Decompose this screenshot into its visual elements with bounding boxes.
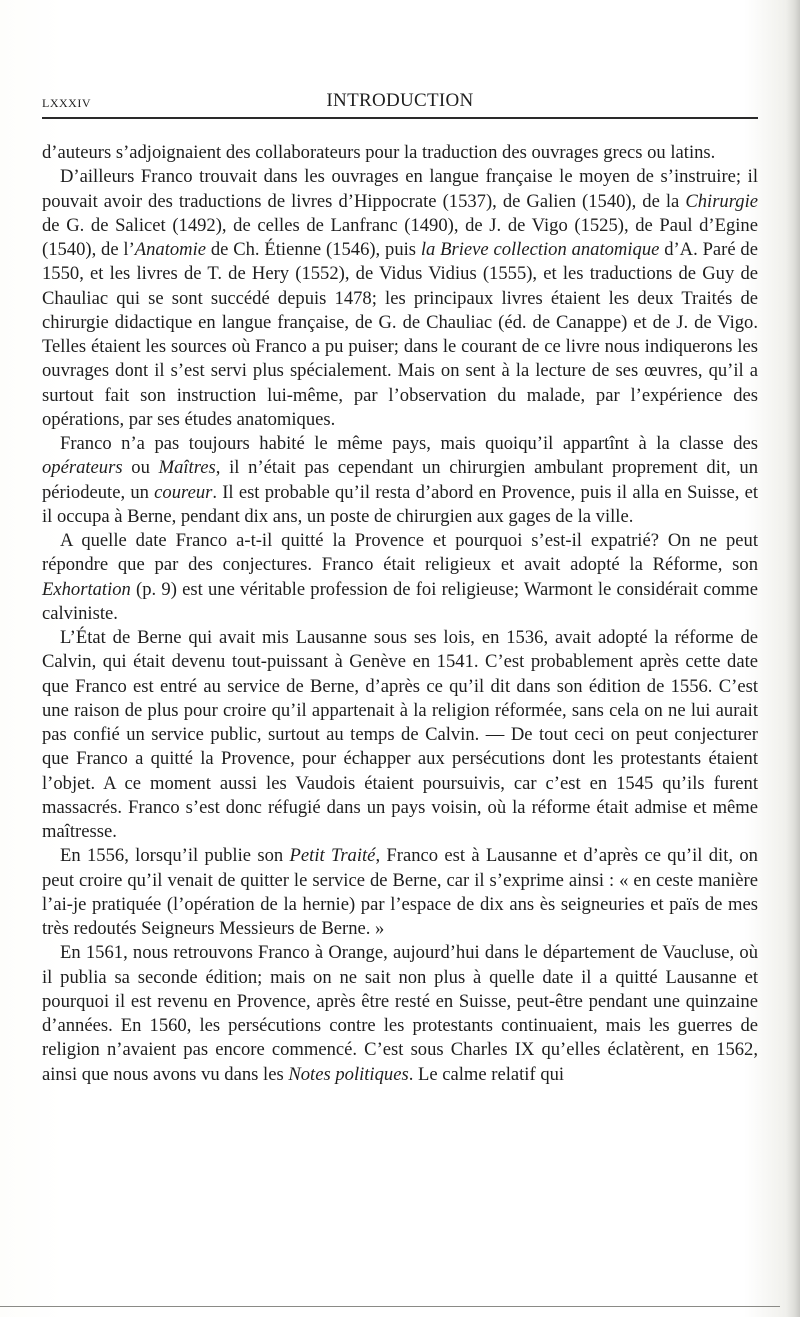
body-text xyxy=(42,141,758,1087)
paragraph xyxy=(42,432,758,529)
italic-text: Chirurgie xyxy=(685,190,758,212)
text-run: d’auteurs s’adjoignaient des collaborateurs pour la traduction des ouvrages grecs ou latins. xyxy=(42,142,716,163)
text-run: (p. 9) est une véritable profession de foi religieuse; Warmont le considérait comme calviniste. xyxy=(42,578,758,624)
italic-text: la Brieve collection anatomique xyxy=(420,239,660,260)
italic-text: Exhortation xyxy=(42,578,131,600)
paragraph xyxy=(42,626,758,844)
header-rule xyxy=(42,117,758,119)
text-run: . Il est probable qu’il resta d’abord en Provence, puis il alla en Suisse, et il occupa à Berne, pendant dix ans, un poste de chirurgien aux gages de la ville. xyxy=(42,481,758,527)
italic-text: Notes politiques xyxy=(288,1063,409,1085)
text-run: , il n’était pas cependant un chirurgien ambulant proprement dit, un périodeute, un xyxy=(42,457,758,503)
italic-text: Anatomie xyxy=(134,239,207,260)
running-header xyxy=(42,88,758,120)
paragraph xyxy=(42,529,758,626)
text-run: de G. de Salicet (1492), de celles de Lanfranc (1490), de J. de Vigo (1525), de Paul d’Egine (1540), de l’ xyxy=(42,214,758,260)
italic-text: opérateurs xyxy=(42,457,123,479)
paragraph xyxy=(42,941,758,1087)
text-run: L’État de Berne qui avait mis Lausanne sous ses lois, en 1536, avait adopté la réforme de Calvin, qui était devenu tout-puissant à Genève en 1541. C’est probablement après cette date que Franco est entré au service de Berne, d’après ce qu’il dit dans son édition de 1556. C’est une raison de plus pour croire qu’il appartenait à la religion réformée, sans cela on ne lui aurait pas confié un service public, surtout au temps de Calvin. — De tout ceci on peut conjecturer que Franco a quitté la Provence, pour échapper aux persécutions dont les protestants étaient l’objet. A ce moment aussi les Vaudois étaient poursuivis, car c’est en 1545 qu’ils furent massacrés. Franco s’est donc réfugié dans un pays voisin, où la réforme était admise et même maîtresse. xyxy=(42,627,758,842)
italic-text: coureur xyxy=(154,481,213,503)
text-run: En 1561, nous retrouvons Franco à Orange, aujourd’hui dans le département de Vaucluse, où il publia sa seconde édition; mais on ne sait non plus à quelle date il a quitté Lausanne et pourquoi il est revenu en Provence, après être resté en Suisse, peut-être pendant une quinzaine d’années. En 1560, les persécutions contre les protestants continuaient, mais les guerres de religion n’avaient pas encore commencé. C’est sous Charles IX qu’elles éclatèrent, en 1562, ainsi que nous avons vu dans les xyxy=(42,942,758,1085)
running-title: INTRODUCTION xyxy=(326,90,474,111)
paragraph xyxy=(42,141,758,165)
page-folio: LXXXIV xyxy=(42,96,91,110)
text-run: . Le calme relatif qui xyxy=(408,1063,565,1085)
text-run: A quelle date Franco a-t-il quitté la Provence et pourquoi s’est-il expatrié? On ne peut répondre que par des conjectures. Franco était religieux et avait adopté la Réforme, son xyxy=(42,530,758,576)
page-bottom-edge xyxy=(0,1306,780,1307)
text-run: Franco n’a pas toujours habité le même pays, mais quoiqu’il appartînt à la classe des xyxy=(60,433,758,454)
text-run: d’A. Paré de 1550, et les livres de T. de Hery (1552), de Vidus Vidius (1555), et les traductions de Guy de Chauliac qui se sont succédé depuis 1478; les principaux livres étaient les deux Traités de chirurgie didactique en langue française, de G. de Chauliac (éd. de Canappe) et de J. de Vigo. Telles étaient les sources où Franco a pu puiser; dans le courant de ce livre nous indiquerons les ouvrages dont il s’est servi plus spécialement. Mais on sent à la lecture de ses œuvres, qu’il a surtout fait son instruction lui-même, par l’observation du malade, par l’expérience des opérations, par ses études anatomiques. xyxy=(42,239,758,430)
text-run: D’ailleurs Franco trouvait dans les ouvrages en langue française le moyen de s’instruire; il pouvait avoir des traductions de livres d’Hippocrate (1537), de Galien (1540), de la xyxy=(42,166,758,212)
page-edge-shadow xyxy=(786,0,800,1317)
text-run: ou xyxy=(122,457,159,479)
paragraph xyxy=(42,165,758,432)
text-run: de Ch. Étienne (1546), puis xyxy=(206,239,421,260)
text-run: En 1556, lorsqu’il publie son xyxy=(60,845,290,867)
paragraph xyxy=(42,844,758,941)
italic-text: Petit Traité xyxy=(289,845,376,867)
italic-text: Maîtres xyxy=(158,457,216,479)
text-run: , Franco est à Lausanne et d’après ce qu’il dit, on peut croire qu’il venait de quitter le service de Berne, car il s’exprime ainsi : « en ceste manière l’ai-je pratiquée (l’opération de la hernie) par l’espace de dix ans ès seigneuries et païs de mes très redoutés Seigneurs Messieurs de Berne. » xyxy=(42,845,758,939)
